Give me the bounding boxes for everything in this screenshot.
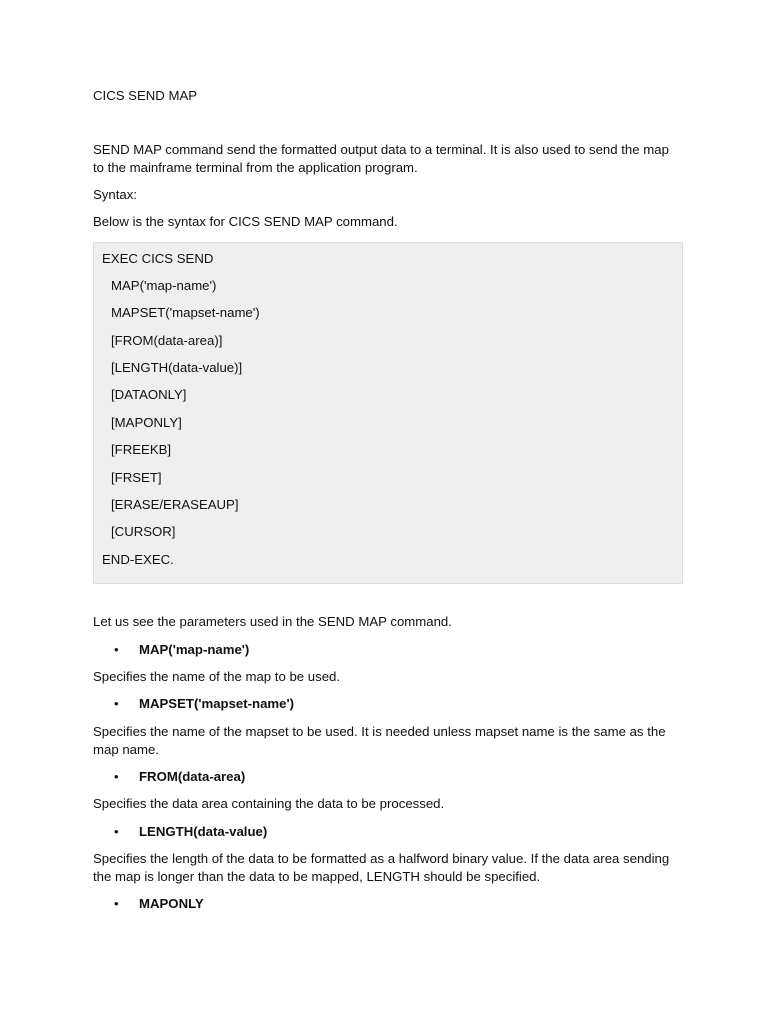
code-line-option: [MAPONLY] bbox=[111, 415, 182, 430]
code-line-end: END-EXEC. bbox=[102, 552, 174, 567]
code-block bbox=[93, 242, 683, 584]
code-line-option: [FREEKB] bbox=[111, 442, 172, 457]
code-line-option: MAPSET('mapset-name') bbox=[111, 305, 260, 320]
param-name: MAPSET('mapset-name') bbox=[139, 696, 295, 711]
param-description: Specifies the data area containing the data to be processed. bbox=[93, 796, 445, 811]
bullet-icon: • bbox=[114, 824, 119, 839]
bullet-icon: • bbox=[114, 696, 119, 711]
syntax-label: Syntax: bbox=[93, 187, 137, 202]
param-description: Specifies the length of the data to be formatted as a halfword binary value. If the data area sending the map is longer than the data to be mapped, LENGTH should be specified. bbox=[93, 851, 670, 884]
bullet-icon: • bbox=[114, 642, 119, 657]
param-name: MAP('map-name') bbox=[139, 642, 250, 657]
code-line-option: [FRSET] bbox=[111, 470, 162, 485]
param-name: LENGTH(data-value) bbox=[139, 824, 268, 839]
params-intro: Let us see the parameters used in the SEND MAP command. bbox=[93, 614, 452, 629]
param-description: Specifies the name of the mapset to be used. It is needed unless mapset name is the same as the map name. bbox=[93, 724, 666, 757]
bullet-icon: • bbox=[114, 896, 119, 911]
bullet-icon: • bbox=[114, 769, 119, 784]
syntax-intro: Below is the syntax for CICS SEND MAP command. bbox=[93, 214, 398, 229]
param-name: FROM(data-area) bbox=[139, 769, 246, 784]
code-line-option: [CURSOR] bbox=[111, 524, 176, 539]
code-line-exec: EXEC CICS SEND bbox=[102, 251, 214, 266]
param-name: MAPONLY bbox=[139, 896, 204, 911]
page-title: CICS SEND MAP bbox=[93, 88, 198, 103]
code-line-option: [DATAONLY] bbox=[111, 387, 187, 402]
code-line-option: [ERASE/ERASEAUP] bbox=[111, 497, 239, 512]
code-line-option: MAP('map-name') bbox=[111, 278, 217, 293]
code-line-option: [FROM(data-area)] bbox=[111, 333, 223, 348]
param-description: Specifies the name of the map to be used. bbox=[93, 669, 341, 684]
code-line-option: [LENGTH(data-value)] bbox=[111, 360, 243, 375]
intro-paragraph: SEND MAP command send the formatted output data to a terminal. It is also used to send the map to the mainframe terminal from the application program. bbox=[93, 142, 669, 175]
